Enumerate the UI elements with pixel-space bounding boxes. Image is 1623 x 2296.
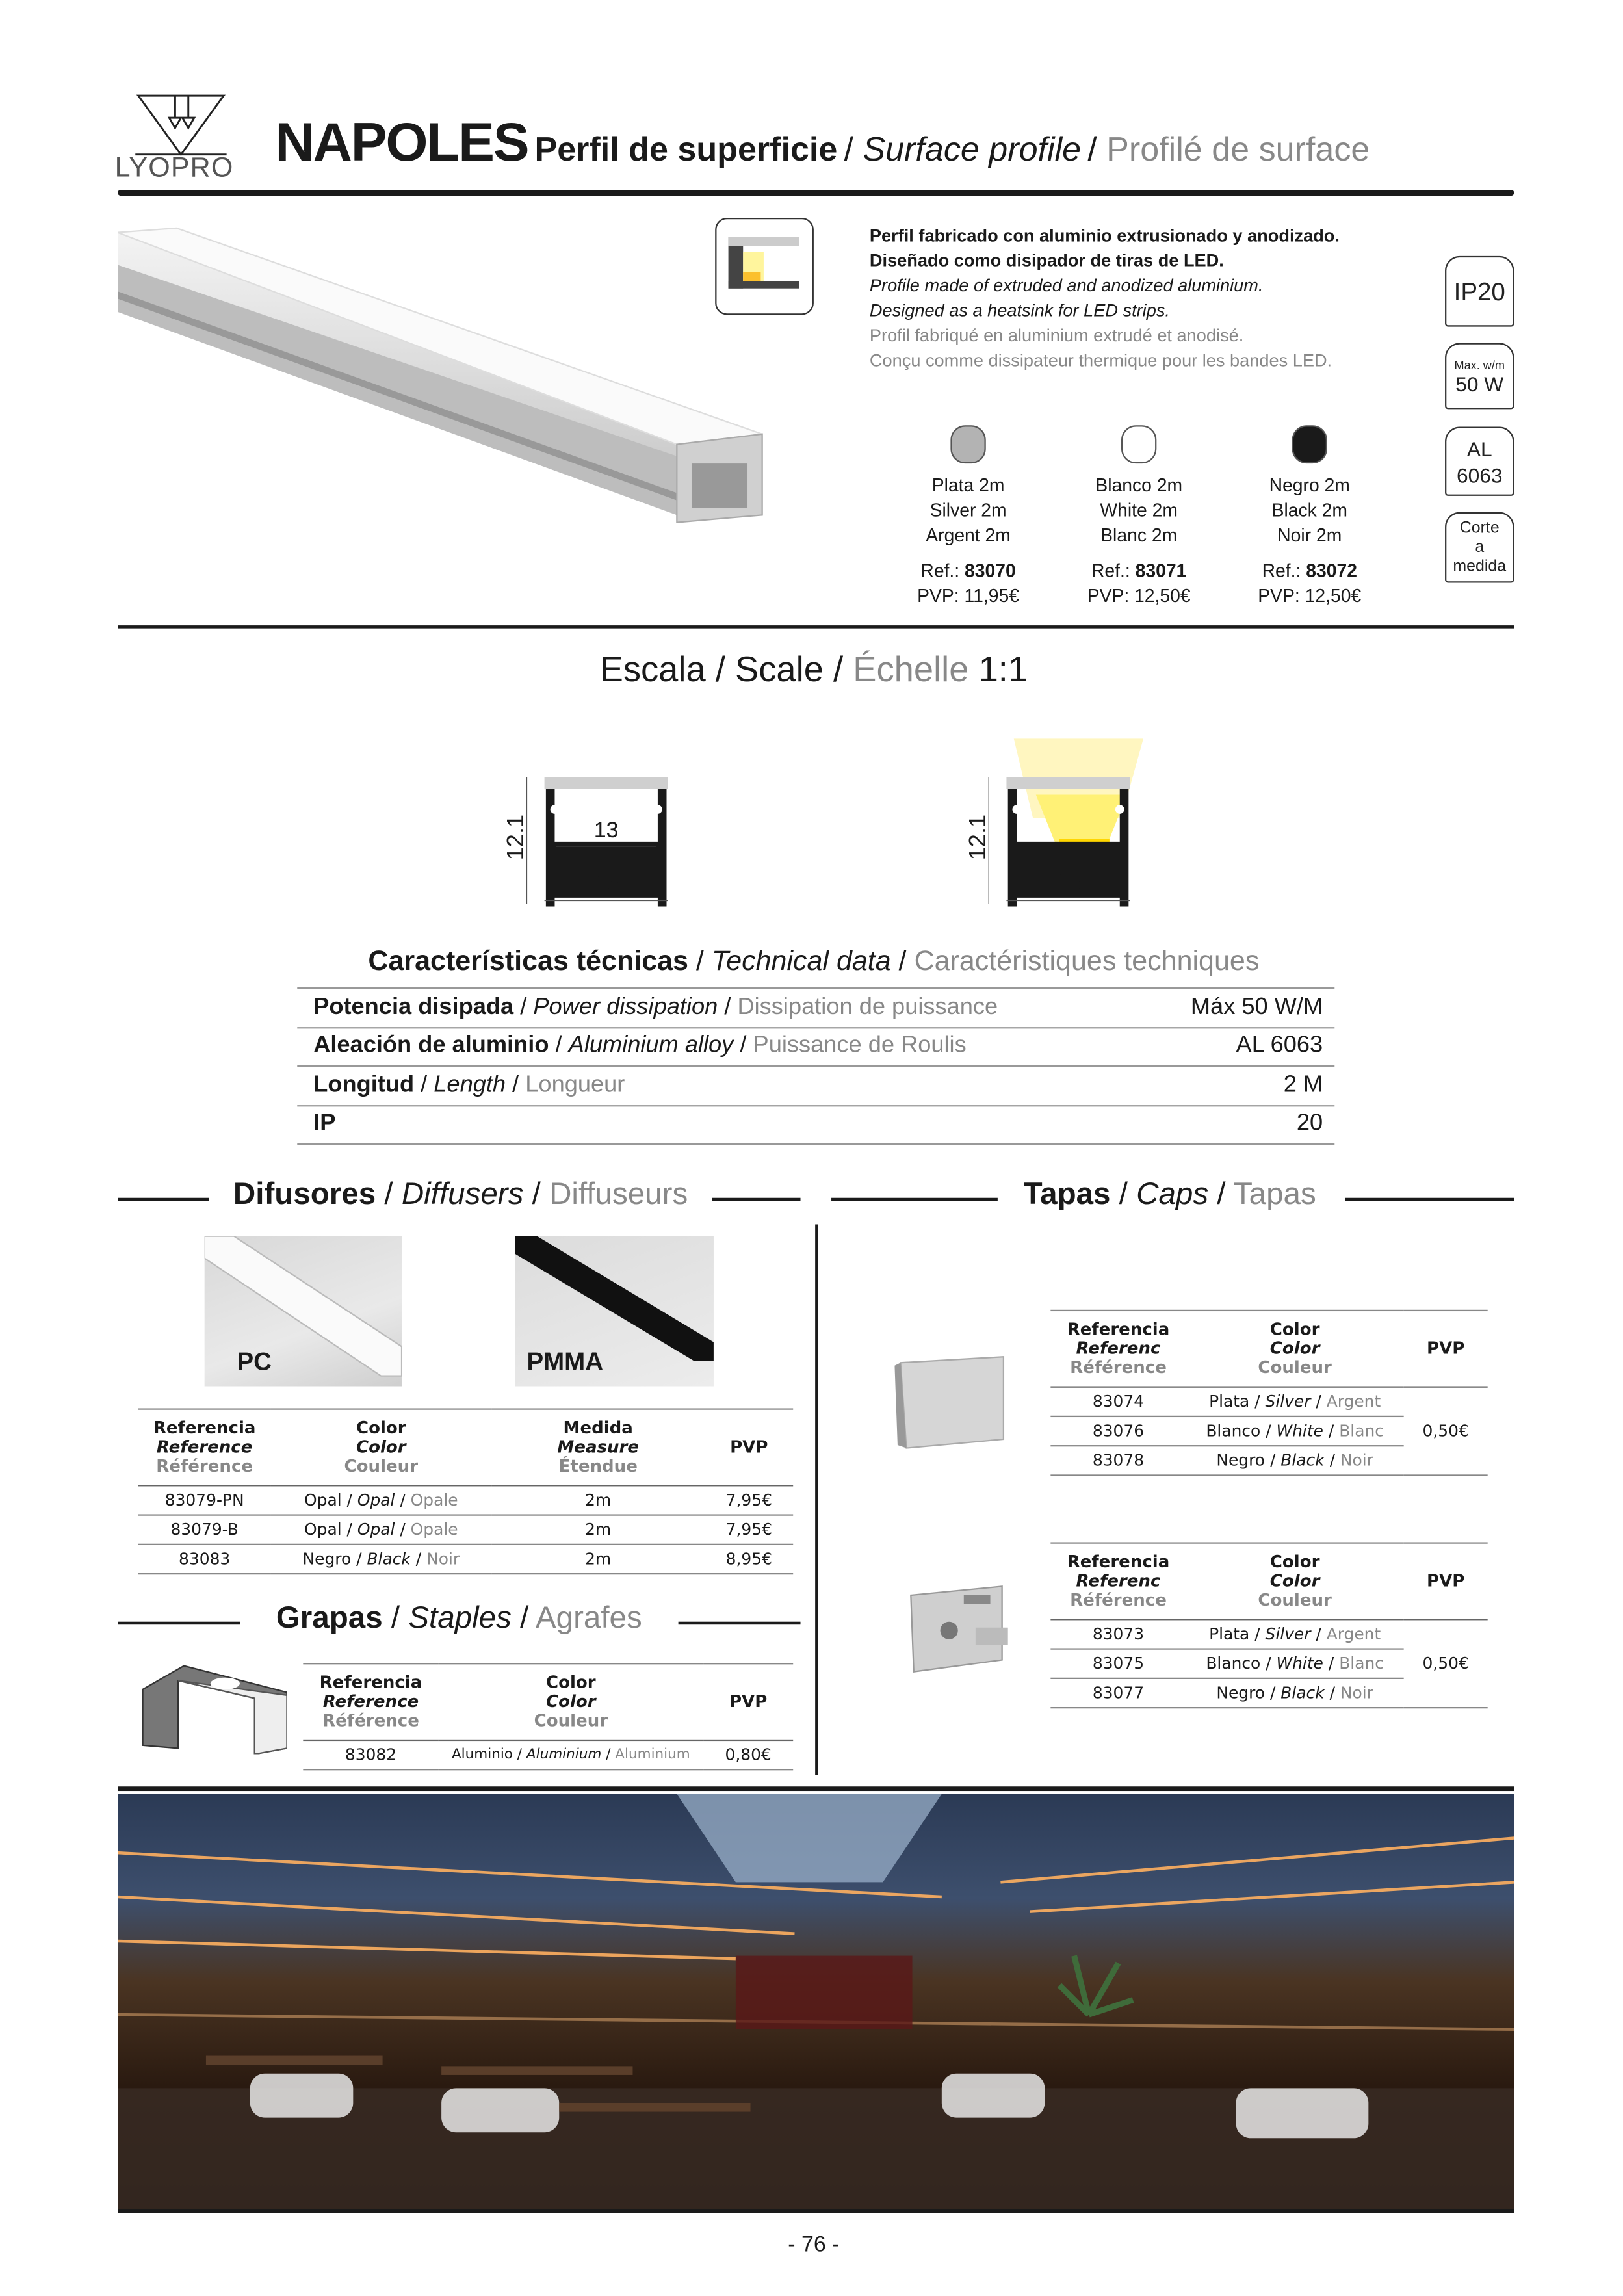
color-swatch bbox=[1121, 425, 1156, 463]
tech-label-es: Longitud bbox=[313, 1072, 415, 1098]
scale-fr: Échelle bbox=[853, 650, 969, 690]
alloy-badge bbox=[1445, 427, 1514, 496]
brand-logo bbox=[115, 91, 236, 185]
product-image bbox=[118, 221, 765, 530]
profile-section-icon bbox=[715, 218, 814, 315]
color-cell: Blanco / White / Blanc bbox=[1186, 1649, 1404, 1678]
color-swatch bbox=[950, 425, 985, 463]
tech-label-es: Aleación de aluminio bbox=[313, 1033, 549, 1059]
scale-es: Escala bbox=[599, 650, 706, 690]
ref-cell: 83074 bbox=[1050, 1387, 1186, 1416]
tech-title: Características técnicas / Technical data / Caractéristiques techniques bbox=[368, 946, 1260, 978]
col-color: Color Color Couleur bbox=[439, 1663, 703, 1740]
variant-pvp: PVP: 12,50€ bbox=[1087, 585, 1191, 607]
pvp-cell: 0,50€ bbox=[1404, 1619, 1488, 1708]
col-pvp: PVP bbox=[1404, 1311, 1488, 1387]
col-measure: Medida Measure Étendue bbox=[491, 1409, 705, 1486]
staples-fr: Agrafes bbox=[535, 1601, 642, 1636]
variant-ref: 83072 bbox=[1306, 560, 1357, 582]
color-cell: Opal / Opal / Opale bbox=[271, 1515, 492, 1545]
divider-line bbox=[1345, 1198, 1514, 1201]
divider-line bbox=[118, 1622, 240, 1625]
pmma-label: PMMA bbox=[526, 1348, 604, 1376]
tech-row: Potencia disipada / Power dissipation / Dissipation de puissance Máx 50 W/M bbox=[297, 989, 1334, 1028]
diffusers-fr: Diffuseurs bbox=[549, 1177, 688, 1212]
desc-es-2: Diseñado como disipador de tiras de LED. bbox=[869, 250, 1224, 271]
desc-en-1: Profile made of extruded and anodized aluminium. bbox=[869, 275, 1264, 296]
pvp-cell: 0,80€ bbox=[703, 1740, 793, 1769]
desc-es-1: Perfil fabricado con aluminio extrusionado y anodizado. bbox=[869, 225, 1340, 246]
variant-fr: Argent 2m bbox=[926, 525, 1011, 546]
col-ref: Referencia Reference Référence bbox=[138, 1409, 271, 1486]
vertical-divider bbox=[815, 1224, 818, 1775]
tech-label-en: Length bbox=[434, 1072, 506, 1098]
tech-label-fr: Longueur bbox=[525, 1072, 625, 1098]
page-number: - 76 - bbox=[788, 2232, 840, 2258]
photo-top-rule bbox=[118, 1786, 1514, 1791]
ref-label: Ref.: bbox=[1262, 560, 1301, 582]
tech-value: Máx 50 W/M bbox=[1190, 994, 1323, 1020]
ref-cell: 83079-PN bbox=[138, 1485, 271, 1515]
desc-en-2: Designed as a heatsink for LED strips. bbox=[869, 300, 1170, 321]
variant-fr: Blanc 2m bbox=[1100, 525, 1178, 546]
tech-title-es: Características técnicas bbox=[368, 946, 688, 978]
tech-label-es: Potencia disipada bbox=[313, 994, 514, 1020]
ref-cell: 83079-B bbox=[138, 1515, 271, 1545]
ref-cell: 83075 bbox=[1050, 1649, 1186, 1678]
col-ref: Referencia Referenc Référence bbox=[1050, 1311, 1186, 1387]
tech-label-fr: Puissance de Roulis bbox=[753, 1033, 967, 1059]
end-cap-hole-image bbox=[905, 1584, 1011, 1678]
max-power-badge bbox=[1445, 343, 1514, 409]
subtitle-fr: Profilé de surface bbox=[1106, 129, 1370, 168]
variant-info bbox=[1221, 474, 1398, 609]
variant-ref: 83070 bbox=[965, 560, 1016, 582]
scale-ratio: 1:1 bbox=[978, 650, 1028, 690]
divider-line bbox=[118, 1198, 209, 1201]
staples-table bbox=[303, 1663, 793, 1770]
cut-1: Corte bbox=[1459, 519, 1500, 538]
color-cell: Plata / Silver / Argent bbox=[1186, 1619, 1404, 1649]
staples-es: Grapas bbox=[276, 1601, 383, 1636]
tech-label-es: IP bbox=[313, 1111, 336, 1137]
table-row bbox=[138, 1545, 793, 1574]
tech-label-fr: Dissipation de puissance bbox=[737, 994, 998, 1020]
staple-clip-image bbox=[140, 1663, 287, 1754]
width-dimension: 16 bbox=[1055, 871, 1082, 896]
table-row bbox=[303, 1740, 793, 1769]
divider-line bbox=[831, 1198, 998, 1201]
ref-label: Ref.: bbox=[920, 560, 960, 582]
scale-title: Escala / Scale / Échelle 1:1 bbox=[599, 650, 1028, 690]
pvp-cell: 7,95€ bbox=[705, 1485, 793, 1515]
tech-value: 20 bbox=[1296, 1111, 1323, 1137]
end-cap-image bbox=[894, 1354, 1009, 1454]
caps-fr: Tapas bbox=[1233, 1177, 1316, 1212]
divider-line bbox=[679, 1622, 801, 1625]
cut-2: a bbox=[1475, 538, 1485, 556]
subtitle-es: Perfil de superficie bbox=[534, 129, 838, 168]
ref-cell: 83076 bbox=[1050, 1416, 1186, 1446]
inner-dimension: 13 bbox=[593, 818, 619, 844]
caps-title: Tapas / Caps / Tapas bbox=[1023, 1177, 1316, 1212]
caps-table1 bbox=[1050, 1310, 1487, 1476]
color-cell: Blanco / White / Blanc bbox=[1186, 1416, 1404, 1446]
tech-row bbox=[297, 1106, 1334, 1145]
table-row bbox=[1050, 1619, 1487, 1649]
variant-es: Plata 2m bbox=[931, 475, 1005, 496]
pvp-cell: 7,95€ bbox=[705, 1515, 793, 1545]
ref-cell: 83082 bbox=[303, 1740, 438, 1769]
tech-title-en: Technical data bbox=[711, 946, 891, 978]
variant-es: Blanco 2m bbox=[1095, 475, 1183, 496]
variant-ref: 83071 bbox=[1135, 560, 1187, 582]
desc-fr-2: Conçu comme dissipateur thermique pour les bandes LED. bbox=[869, 350, 1332, 371]
color-cell: Aluminio / Aluminium / Aluminium bbox=[439, 1740, 703, 1769]
measure-cell: 2m bbox=[491, 1545, 705, 1574]
tech-label-en: Power dissipation bbox=[533, 994, 718, 1020]
height-dimension: 12.1 bbox=[504, 814, 529, 861]
col-color: Color Color Couleur bbox=[271, 1409, 492, 1486]
width-dimension: 16 bbox=[593, 871, 619, 896]
variant-en: White 2m bbox=[1100, 500, 1178, 521]
alloy-value: 6063 bbox=[1456, 463, 1503, 488]
section-rule bbox=[118, 625, 1514, 629]
pmma-diffuser-image bbox=[515, 1236, 714, 1387]
ip-badge: IP20 bbox=[1445, 256, 1514, 327]
ref-cell: 83083 bbox=[138, 1545, 271, 1574]
page-title: NAPOLES Perfil de superficie / Surface profile / Profilé de surface bbox=[275, 112, 1370, 172]
tech-row: Longitud / Length / Longueur 2 M bbox=[297, 1067, 1334, 1106]
color-swatch bbox=[1292, 425, 1327, 463]
tech-value: 2 M bbox=[1283, 1072, 1323, 1098]
color-cell: Negro / Black / Noir bbox=[1186, 1678, 1404, 1708]
tech-table bbox=[297, 987, 1334, 1145]
table-row bbox=[138, 1485, 793, 1515]
color-cell: Negro / Black / Noir bbox=[1186, 1446, 1404, 1475]
tech-value: AL 6063 bbox=[1236, 1033, 1323, 1059]
divider-line bbox=[712, 1198, 801, 1201]
brand-name: LYOPRO bbox=[114, 153, 234, 184]
col-pvp: PVP bbox=[703, 1663, 793, 1740]
color-cell: Plata / Silver / Argent bbox=[1186, 1387, 1404, 1416]
variant-info bbox=[1050, 474, 1227, 609]
variant-en: Black 2m bbox=[1271, 500, 1347, 521]
alloy-label: AL bbox=[1466, 437, 1492, 461]
variant-en: Silver 2m bbox=[929, 500, 1007, 521]
diffusers-en: Diffusers bbox=[401, 1177, 524, 1212]
tech-row: Aleación de aluminio / Aluminium alloy / Puissance de Roulis AL 6063 bbox=[297, 1028, 1334, 1067]
variant-fr: Noir 2m bbox=[1277, 525, 1342, 546]
header-rule bbox=[118, 190, 1514, 196]
max-power-label: Max. w/m bbox=[1454, 359, 1505, 372]
pvp-cell: 8,95€ bbox=[705, 1545, 793, 1574]
col-color: Color Color Couleur bbox=[1186, 1543, 1404, 1620]
terrace-photo bbox=[118, 1794, 1514, 2212]
caps-es: Tapas bbox=[1023, 1177, 1111, 1212]
pc-label: PC bbox=[237, 1348, 272, 1376]
ref-cell: 83078 bbox=[1050, 1446, 1186, 1475]
staples-title: Grapas / Staples / Agrafes bbox=[276, 1601, 642, 1636]
variant-es: Negro 2m bbox=[1269, 475, 1350, 496]
diffusers-es: Difusores bbox=[233, 1177, 376, 1212]
variant-info bbox=[880, 474, 1057, 609]
photo-bottom-rule bbox=[118, 2209, 1514, 2213]
pvp-cell: 0,50€ bbox=[1404, 1387, 1488, 1476]
color-cell: Negro / Black / Noir bbox=[271, 1545, 492, 1574]
caps-en: Caps bbox=[1136, 1177, 1209, 1212]
table-row bbox=[138, 1515, 793, 1545]
ref-label: Ref.: bbox=[1091, 560, 1130, 582]
variant-pvp: PVP: 11,95€ bbox=[917, 585, 1019, 607]
col-color: Color Color Couleur bbox=[1186, 1311, 1404, 1387]
col-pvp: PVP bbox=[1404, 1543, 1488, 1620]
cut-to-measure-badge bbox=[1445, 512, 1514, 583]
measure-cell: 2m bbox=[491, 1515, 705, 1545]
product-description bbox=[870, 224, 1414, 374]
pc-diffuser-image bbox=[205, 1236, 402, 1387]
ref-cell: 83077 bbox=[1050, 1678, 1186, 1708]
caps-table2 bbox=[1050, 1542, 1487, 1708]
subtitle-en: Surface profile bbox=[863, 129, 1082, 168]
staples-en: Staples bbox=[408, 1601, 512, 1636]
table-row bbox=[1050, 1387, 1487, 1416]
product-name: NAPOLES bbox=[275, 112, 528, 172]
cut-3: medida bbox=[1453, 557, 1507, 576]
desc-fr-1: Profil fabriqué en aluminium extrudé et anodisé. bbox=[869, 325, 1244, 346]
diffusers-title: Difusores / Diffusers / Diffuseurs bbox=[233, 1177, 688, 1212]
logo-triangle-icon bbox=[115, 91, 236, 159]
col-ref: Referencia Referenc Référence bbox=[1050, 1543, 1186, 1620]
tech-title-fr: Caractéristiques techniques bbox=[914, 946, 1260, 978]
variant-pvp: PVP: 12,50€ bbox=[1258, 585, 1362, 607]
col-pvp: PVP bbox=[705, 1409, 793, 1486]
ref-cell: 83073 bbox=[1050, 1619, 1186, 1649]
color-cell: Opal / Opal / Opale bbox=[271, 1485, 492, 1515]
diffusers-table bbox=[138, 1408, 793, 1574]
height-dimension: 12.1 bbox=[966, 814, 991, 861]
measure-cell: 2m bbox=[491, 1485, 705, 1515]
max-power-value: 50 W bbox=[1455, 372, 1504, 396]
tech-label-en: Aluminium alloy bbox=[568, 1033, 734, 1059]
scale-en: Scale bbox=[735, 650, 824, 690]
col-ref: Referencia Reference Référence bbox=[303, 1663, 438, 1740]
